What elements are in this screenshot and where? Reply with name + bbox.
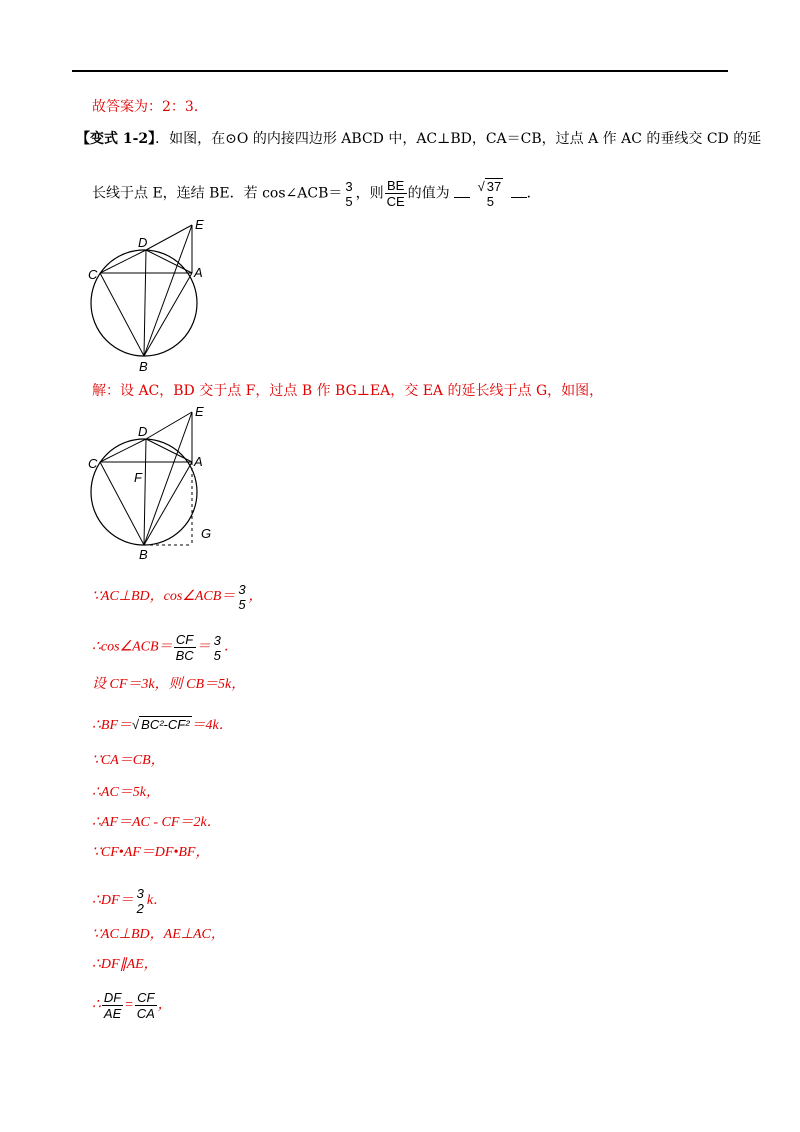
segment-de bbox=[146, 412, 192, 439]
label-d: D bbox=[138, 424, 148, 439]
segment-cb bbox=[100, 273, 144, 356]
step-4: ∴BF＝√ BC²-CF² ＝4k． bbox=[92, 717, 233, 733]
segment-da bbox=[146, 439, 192, 462]
step-1: ∵AC⊥BD，cos∠ACB＝ 3 5 ， bbox=[92, 582, 263, 612]
step-12-fraction-2: $\frac{CF}{CA}$ bbox=[136, 990, 155, 1021]
problem-text-2a: 长线于点 E，连结 BE．若 cos∠ACB＝ bbox=[92, 185, 343, 202]
step-3: 设 CF＝3k，则 CB＝5k， bbox=[92, 677, 246, 692]
segment-de bbox=[146, 225, 192, 250]
label-d: D bbox=[138, 235, 148, 250]
problem-tag: 【变式 1-2】 bbox=[76, 131, 156, 147]
label-a: A bbox=[194, 265, 203, 280]
answer-fraction: √ 37 5 bbox=[477, 178, 502, 209]
label-g: G bbox=[201, 526, 212, 541]
step-11: ∴DF∥AE， bbox=[92, 957, 158, 972]
step-2-fraction-1: $\frac{CF}{BC}$ bbox=[175, 632, 194, 663]
step-7: ∴AF＝AC - CF＝2k． bbox=[92, 815, 221, 830]
answer-blank-right bbox=[511, 196, 527, 198]
geometry-figure-1 bbox=[86, 215, 216, 375]
label-f: F bbox=[134, 470, 142, 485]
label-b: B bbox=[139, 547, 148, 562]
segment-db bbox=[144, 250, 146, 356]
label-a: A bbox=[194, 454, 203, 469]
problem-text-1: ．如图，在⊙O 的内接四边形 ABCD 中，AC⊥BD，CA＝CB，过点 A 作 AC 的垂线交 CD 的延 bbox=[155, 131, 762, 147]
problem-line-2: 长线于点 E，连结 BE．若 cos∠ACB＝ 3 5 ，则 $\frac{BE}{CE}$ 的值为 √ 37 5 ． bbox=[92, 178, 541, 209]
answer-blank-left bbox=[454, 196, 470, 198]
segment-db bbox=[144, 439, 146, 545]
answer-line: 故答案为：2：3． bbox=[92, 99, 208, 115]
segment-cd bbox=[100, 250, 146, 273]
geometry-figure-2 bbox=[86, 402, 226, 562]
step-1-fraction: 3 5 bbox=[238, 582, 246, 612]
label-e: E bbox=[195, 217, 204, 232]
step-5: ∵CA＝CB， bbox=[92, 753, 165, 768]
segment-ab bbox=[144, 273, 192, 356]
problem-text-2b: ，则 bbox=[355, 185, 384, 202]
step-12: ∴ $\frac{DF}{AE}$ = $\frac{CF}{CA}$ ， bbox=[92, 990, 172, 1021]
segment-cd bbox=[100, 439, 146, 462]
problem-text-2c: 的值为 bbox=[407, 185, 450, 202]
step-12-fraction-1: $\frac{DF}{AE}$ bbox=[103, 990, 122, 1021]
solution-intro: 解：设 AC，BD 交于点 F，过点 B 作 BG⊥EA，交 EA 的延长线于点 G，如图， bbox=[92, 383, 604, 399]
label-b: B bbox=[139, 359, 148, 374]
label-c: C bbox=[88, 267, 98, 282]
label-e: E bbox=[195, 404, 204, 419]
problem-line-1 bbox=[76, 130, 761, 148]
segment-ab bbox=[144, 462, 192, 545]
step-9-fraction: 3 2 bbox=[136, 886, 144, 916]
ratio-fraction: $\frac{BE}{CE}$ bbox=[386, 178, 405, 209]
step-4-sqrt: √ BC²-CF² bbox=[132, 717, 190, 732]
step-2-fraction-2: 3 5 bbox=[213, 632, 221, 663]
step-10: ∵AC⊥BD，AE⊥AC， bbox=[92, 927, 225, 942]
header-rule bbox=[72, 70, 728, 72]
step-6: ∴AC＝5k， bbox=[92, 785, 161, 800]
step-9: ∴DF＝ 3 2 k． bbox=[92, 886, 168, 916]
step-2: ∴cos∠ACB＝ $\frac{CF}{BC}$ ＝ 3 5 ． bbox=[92, 632, 238, 663]
label-c: C bbox=[88, 456, 98, 471]
cos-fraction: 3 5 bbox=[345, 178, 353, 209]
segment-da bbox=[146, 250, 192, 273]
step-8: ∵CF•AF＝DF•BF， bbox=[92, 845, 210, 860]
